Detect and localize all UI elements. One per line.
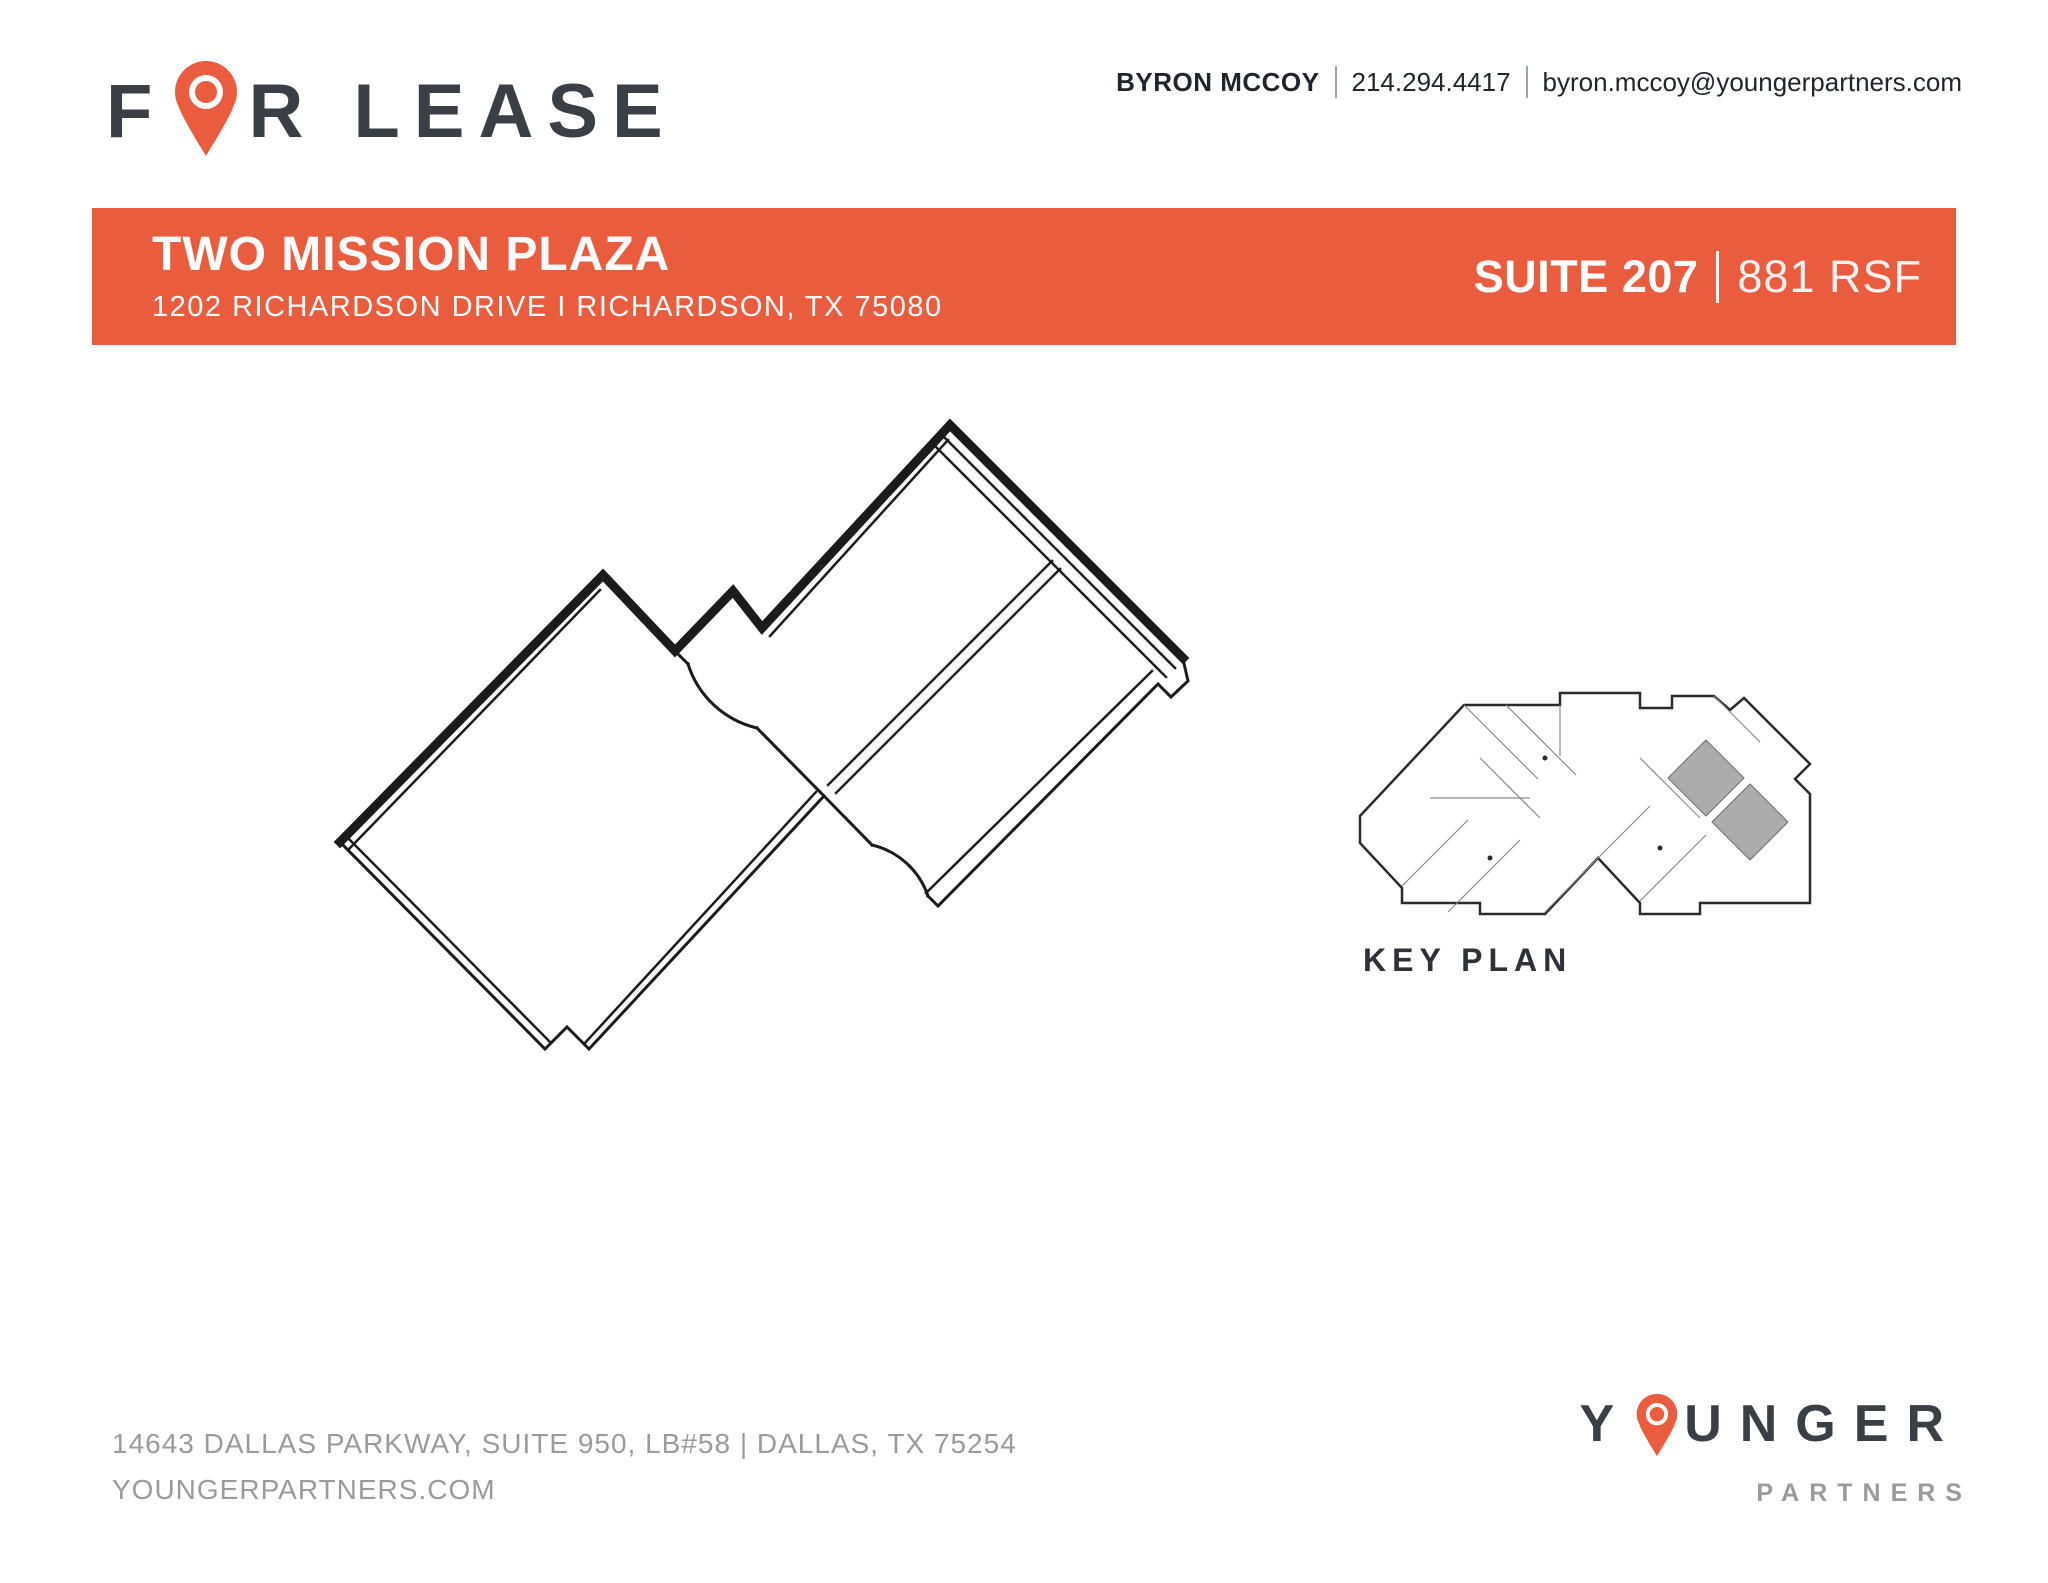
property-name: TWO MISSION PLAZA — [152, 227, 671, 281]
younger-wordmark — [1579, 1395, 1962, 1469]
broker-name: BYRON MCCOY — [1116, 66, 1320, 97]
suite-number: SUITE 207 — [1473, 250, 1699, 302]
broker-contact — [1116, 66, 1962, 98]
company-address: 14643 DALLAS PARKWAY, SUITE 950, LB#58 | DALLAS, TX 75254 — [112, 1428, 1017, 1459]
property-banner-right — [1474, 251, 1956, 303]
key-plan-label: KEY PLAN — [1363, 942, 1573, 978]
suite-floor-plan — [230, 380, 1210, 1080]
younger-letter-y: Y — [1579, 1395, 1633, 1453]
map-pin-icon — [1636, 1392, 1678, 1469]
broker-email[interactable]: byron.mccoy@youngerpartners.com — [1542, 66, 1962, 97]
key-plan-drawing — [1340, 688, 1820, 933]
suite-size-rsf: 881 RSF — [1737, 250, 1922, 302]
broker-phone[interactable]: 214.294.4417 — [1351, 66, 1511, 97]
key-plan — [1340, 688, 1820, 933]
property-banner — [92, 208, 1956, 345]
company-website[interactable]: YOUNGERPARTNERS.COM — [112, 1474, 496, 1505]
divider-bar — [1716, 251, 1719, 303]
for-lease-letter-r: R — [248, 69, 318, 154]
divider-bar — [1526, 66, 1528, 98]
for-lease-letter-f: F — [106, 69, 167, 154]
map-pin-icon — [174, 60, 238, 173]
divider-bar — [1335, 66, 1337, 98]
property-banner-left — [92, 229, 943, 325]
younger-word-rest: UNGER — [1684, 1395, 1962, 1453]
property-address: 1202 RICHARDSON DRIVE I RICHARDSON, TX 75080 — [152, 291, 943, 324]
partners-label: PARTNERS — [1756, 1479, 1972, 1507]
younger-partners-logo — [1579, 1395, 1972, 1508]
suite-floor-plan-drawing — [230, 380, 1210, 1080]
for-lease-logo — [106, 40, 677, 173]
for-lease-word-lease: LEASE — [353, 69, 677, 154]
